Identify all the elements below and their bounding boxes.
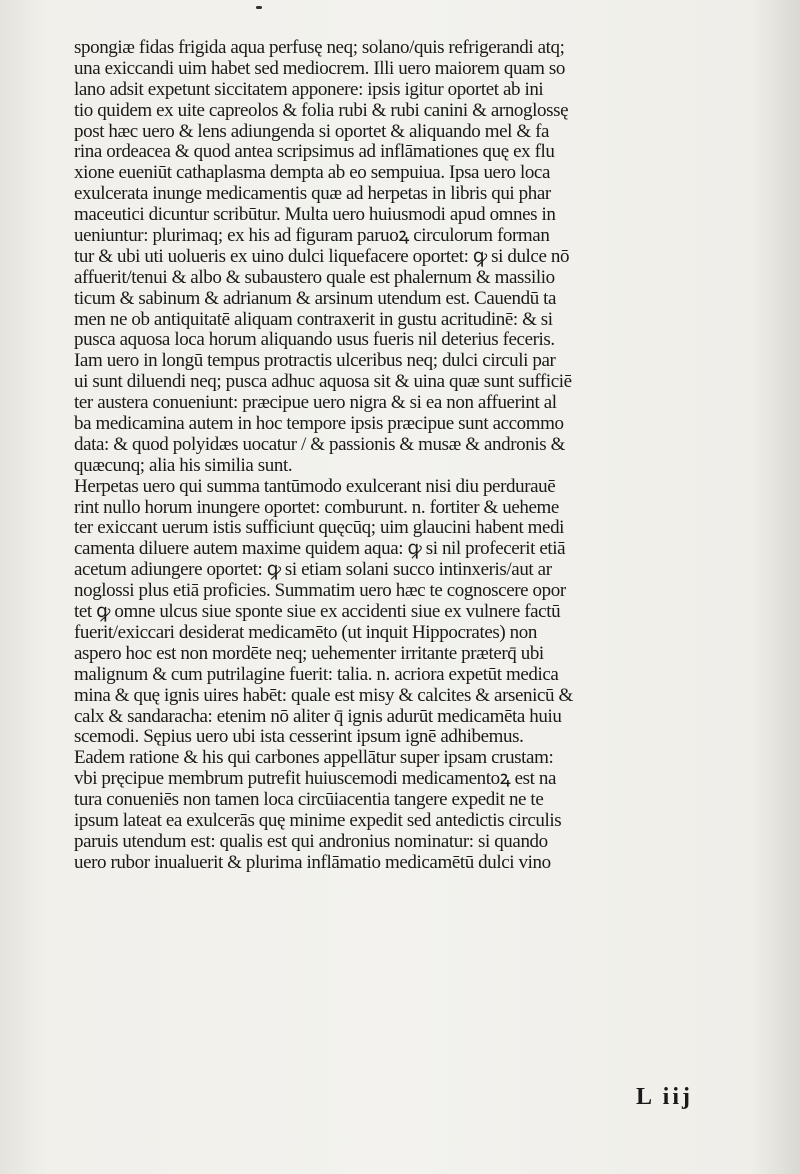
- signature-mark: L iij: [636, 1084, 694, 1110]
- text-line: vbi pręcipue membrum putrefit huiuscemodi medicamentoꝝ est na: [74, 769, 557, 790]
- text-line: quæcunq; alia his similia sunt.: [74, 455, 293, 476]
- text-line: spongiæ fidas frigida aqua perfusę neq; solano/quis refrigerandi atq;: [74, 38, 565, 58]
- text-line: rint nullo horum inungere oportet: comburunt. n. fortiter & ueheme: [74, 497, 559, 518]
- text-line: exulcerata inunge medicamentis quæ ad herpetas in libris qui phar: [74, 184, 551, 205]
- text-line: noglossi plus etiā proficies. Summatim uero hæc te cognoscere opor: [74, 581, 566, 602]
- text-line: uero rubor inualuerit & plurima inflāmatio medicamētū dulci vino: [74, 852, 551, 873]
- text-line: Iam uero in longū tempus protractis ulceribus neq; dulci circuli par: [74, 351, 556, 372]
- text-block: [74, 38, 764, 874]
- text-line: post hæc uero & lens adiungenda si oportet & aliquando mel & fa: [74, 121, 550, 142]
- text-line: ui sunt diluendi neq; pusca adhuc aquosa sit & uina quæ sunt sufficiē: [74, 372, 572, 393]
- text-line: ueniuntur: plurimaq; ex his ad figuram paruoꝝ circulorum forman: [74, 226, 550, 247]
- text-line: Eadem ratione & his qui carbones appellātur super ipsam crustam:: [74, 748, 554, 769]
- text-line: fuerit/exiccari desiderat medicamēto (ut inquit Hippocrates) non: [74, 622, 537, 643]
- text-line: tura conueniēs non tamen loca circūiacentia tangere expedit ne te: [74, 790, 544, 811]
- text-line: men ne ob antiquitatē aliquam contraxerit in gustu acritudinē: & si: [74, 309, 553, 330]
- text-line: acetum adiungere oportet: ꝙ si etiam solani succo intinxeris/aut ar: [74, 560, 552, 581]
- text-line: camenta diluere autem maxime quidem aqua: ꝙ si nil profecerit etiā: [74, 539, 566, 560]
- text-line: ba medicamina autem in hoc tempore ipsis præcipue sunt accommo: [74, 414, 564, 435]
- text-line: tur & ubi uti uolueris ex uino dulci liquefacere oportet: ꝙ si dulce nō: [74, 246, 570, 267]
- text-line: calx & sandaracha: etenim nō aliter q̄ ignis adurūt medicamēta huiu: [74, 706, 562, 727]
- text-line: xione eueniūt cathaplasma dempta ab eo sempuiua. Ipsa uero loca: [74, 163, 550, 184]
- text-line: lano adsit expetunt siccitatem apponere: ipsis igitur oportet ab ini: [74, 79, 544, 100]
- text-line: ter austera conueniunt: præcipue uero nigra & si ea non affuerint al: [74, 393, 557, 414]
- text-line: Herpetas uero qui summa tantūmodo exulcerant nisi diu perdurauē: [74, 476, 556, 497]
- ink-speck: [256, 6, 262, 9]
- text-line: tio quidem ex uite capreolos & folia rubi & rubi canini & arnoglossę: [74, 100, 569, 121]
- text-line: ticum & sabinum & adrianum & arsinum utendum est. Cauendū ta: [74, 288, 557, 309]
- text-line: tet ꝙ omne ulcus siue sponte siue ex accidenti siue ex vulnere factū: [74, 602, 561, 623]
- text-line: maceutici dicuntur scribūtur. Multa uero huiusmodi apud omnes in: [74, 205, 556, 226]
- text-line: malignum & cum putrilagine fuerit: talia. n. acriora expetūt medica: [74, 664, 559, 685]
- text-line: scemodi. Sępius uero ubi ista cesserint ipsum ignē adhibemus.: [74, 727, 524, 748]
- text-line: aspero hoc est non mordēte neq; uehementer irritante præterq̄ ubi: [74, 643, 544, 664]
- text-line: ipsum lateat ea exulcerās quę minime expedit sed antedictis circulis: [74, 810, 562, 831]
- text-line: affuerit/tenui & albo & subaustero quale est phalernum & massilio: [74, 267, 555, 288]
- text-line: pusca aquosa loca horum aliquando usus fueris nil deterius feceris.: [74, 330, 555, 351]
- text-line: data: & quod polyidæs uocatur / & passionis & musæ & andronis &: [74, 434, 565, 455]
- text-line: mina & quę ignis uires habēt: quale est misy & calcites & arsenicū &: [74, 685, 573, 706]
- text-line: rina ordeacea & quod antea scripsimus ad inflāmationes quę ex flu: [74, 142, 555, 163]
- text-line: una exiccandi uim habet sed mediocrem. Illi uero maiorem quam so: [74, 58, 565, 79]
- text-line: ter exiccant uerum istis sufficiunt quęcūq; uim glaucini habent medi: [74, 518, 565, 539]
- text-line: paruis utendum est: qualis est qui andronius nominatur: si quando: [74, 831, 548, 852]
